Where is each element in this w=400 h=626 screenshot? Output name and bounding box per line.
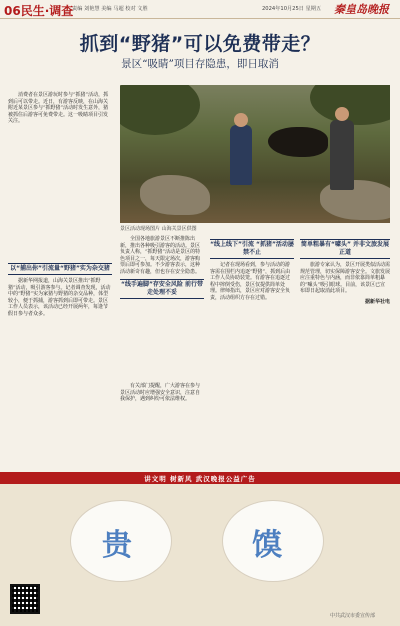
bowl-character-left: 贵: [102, 528, 132, 563]
qr-code: [10, 584, 40, 614]
tree-shape: [310, 85, 390, 125]
bowl-character-right: 馍: [252, 528, 282, 563]
newspaper-logo: 秦皇岛晚报: [334, 3, 389, 16]
intro-paragraph: 消费者在景区游玩时参与“抓猪”活动，抓到后可以带走。近日，有游客反映，在山海关附近某景区参与“抓野猪”活动时发生意外，猪被抓住后游客可免费带走。这一吸睛项目引发关注。: [8, 92, 109, 125]
ad-sponsor: 中共武汉市委宣传部: [330, 613, 376, 619]
article-source: 据新华社电: [364, 298, 390, 305]
article-column-2: [120, 236, 204, 302]
body-paragraph: 旅游专家认为，景区开展类似活动需规范管理，切实保障游客安全。文旅发展应注重特色与内涵，而非依靠简单粗暴的“噱头”吸引眼球。目前，该景区已宣布即日起取消此项目。: [300, 262, 391, 295]
issue-date: 2024年10月25日 星期五: [262, 6, 322, 12]
article-column-4: [300, 236, 390, 305]
photo-caption: 景区活动现场图片 山海关景区供图: [120, 226, 197, 232]
page-subheadline: 景区“吸睛”项目存隐患，即日取消: [121, 58, 279, 70]
news-photo: [120, 85, 390, 223]
ad-slogan: 讲文明 树新风 武汉晚报公益广告: [144, 475, 256, 483]
body-paragraph: 据新华网报道，山海关景区推出“抓野猪”活动，吸引游客参与。记者调查发现，活动中的“野猪”实为家猪与野猪的杂交品种，体型较小，便于抓捕，游客抓到后即可带走。景区工作人员表示，该活动已经开展两年，每逢节假日参与者众多。: [8, 278, 111, 317]
person-figure: [230, 125, 252, 185]
section-heading: “线手遍脚”存安全风险 前行带走处理不妥: [120, 279, 204, 299]
article-column-2b: [120, 383, 204, 403]
person-head: [335, 107, 349, 121]
page-headline: 抓到“野猪”可以免费带走？: [79, 33, 321, 55]
body-paragraph: 有关部门提醒，广大游客在参与景区活动时应增强安全意识，注意自我保护，遇到纠纷可依法维权。: [120, 383, 201, 403]
person-figure: [330, 120, 354, 190]
article-column-1: [8, 260, 112, 318]
wild-boar-figure: [268, 127, 328, 157]
public-service-ad: [0, 472, 400, 626]
article-column-3: [210, 236, 294, 302]
staff-credits: 责编 刘艳慧 美编 马超 校对 文胜: [72, 6, 148, 12]
person-head: [234, 113, 248, 127]
section-heading: 以“捕出你”引流量“野猪”实为杂交猪: [8, 263, 112, 275]
section-name: 06民生·调查: [4, 4, 74, 18]
section-heading: 简单粗暴有“噱头” 并非文旅发展正道: [300, 239, 390, 259]
section-heading: “线上线下”引流 “抓猪”活动屡禁不止: [210, 239, 294, 259]
body-paragraph: 记者在现场看到，参与活动的游客需在围栏内追逐“野猪”，抓到后由工作人员协助装笼。有游客在追逐过程中摔倒受伤，景区仅提供简单处理。律师指出，景区应对游客安全负责，活动组织方存在过错。: [210, 262, 291, 301]
body-paragraph: 全国各地旅游景区不断推陈出新，推出各种吸引游客的活动。景区负责人称，“抓野猪”活动是景区的特色项目之一，每天限定场次，游客购票后即可参加。不少游客表示，这种活动新奇有趣，但也存在安全隐患。: [120, 236, 201, 275]
rock-shape: [140, 175, 210, 215]
tree-shape: [120, 85, 200, 135]
